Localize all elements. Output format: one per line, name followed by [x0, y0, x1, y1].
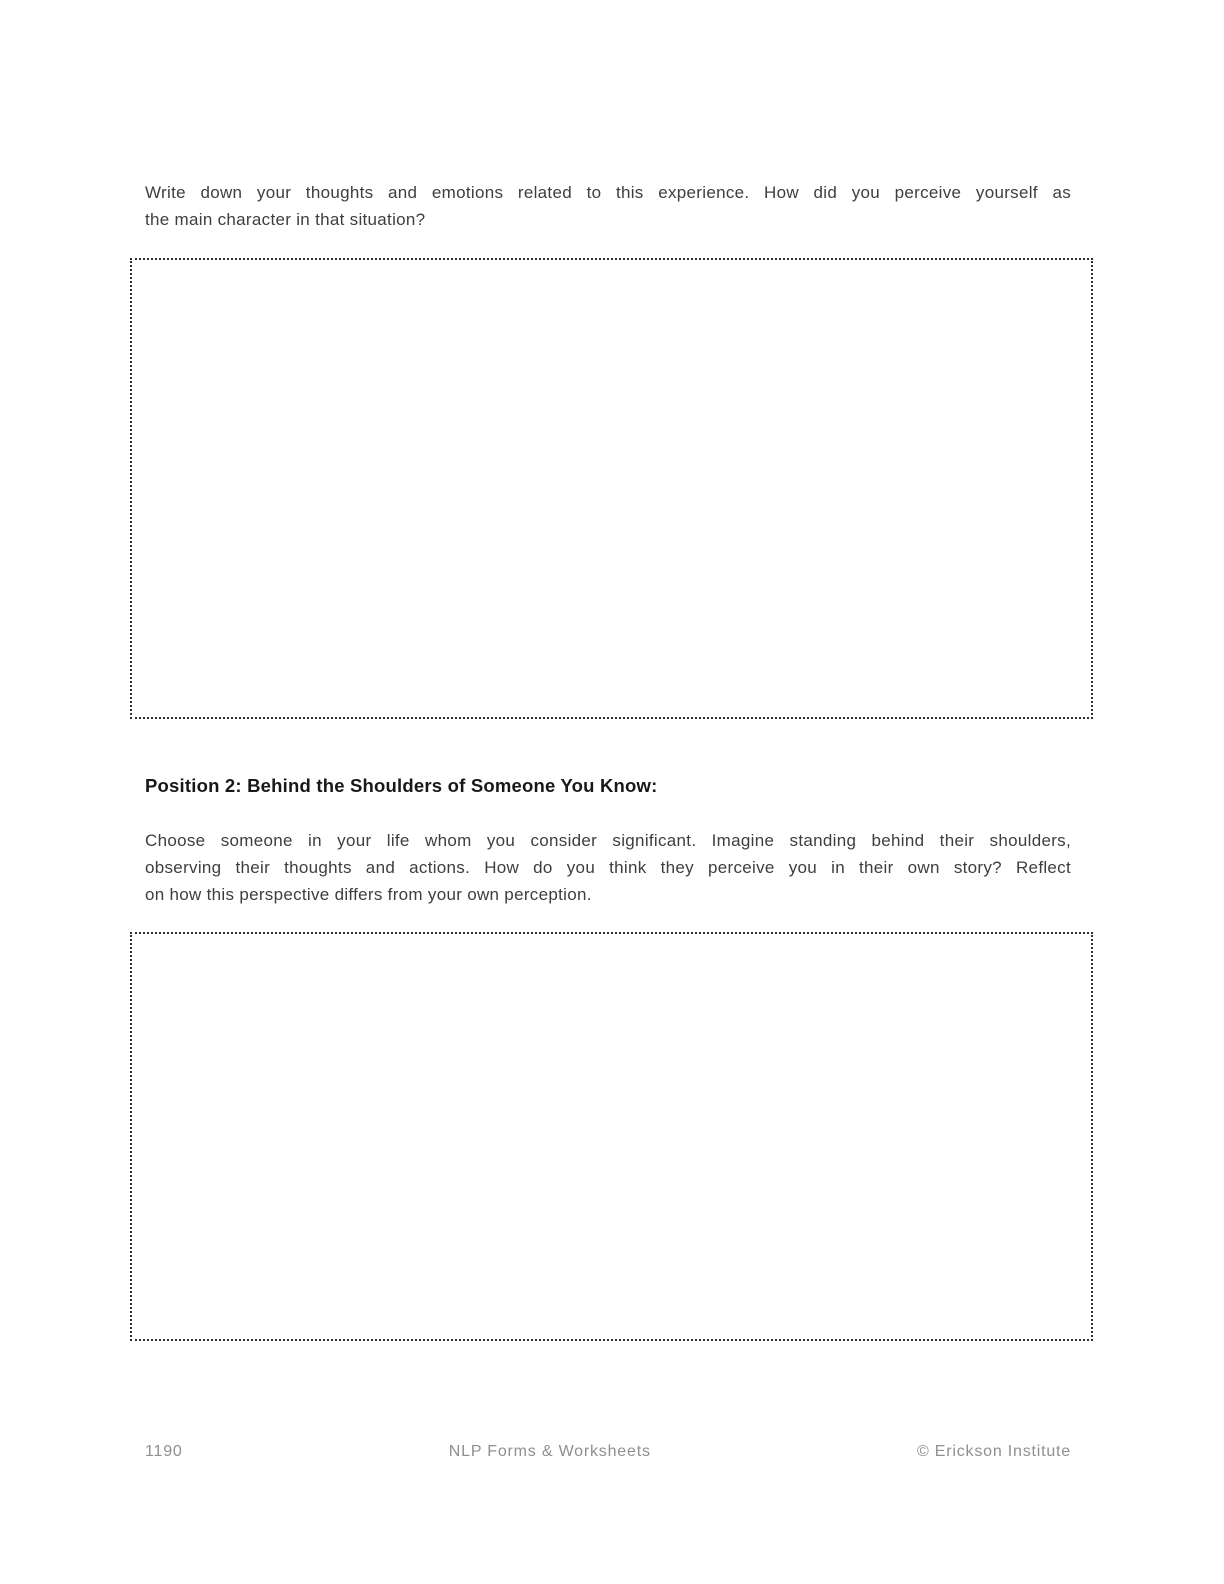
- answer-box-2: [130, 932, 1093, 1341]
- footer-title: NLP Forms & Worksheets: [448, 1443, 651, 1460]
- page-footer: [145, 1440, 1071, 1464]
- prompt-question-2: [145, 827, 1071, 908]
- prompt-question-1: [145, 179, 1071, 233]
- footer-copyright: © Erickson Institute: [916, 1443, 1071, 1460]
- prompt-question-1-line: the main character in that situation?: [145, 210, 426, 229]
- prompt-question-1-line: Write down your thoughts and emotions related to this experience. How did you perceive yourself as: [145, 183, 1071, 202]
- answer-box-1: [130, 258, 1093, 719]
- prompt-question-2-line: Choose someone in your life whom you consider significant. Imagine standing behind their shoulders,: [145, 831, 1071, 850]
- prompt-question-2-line: observing their thoughts and actions. How do you think they perceive you in their own story? Reflect: [145, 858, 1071, 877]
- prompt-question-2-line: on how this perspective differs from your own perception.: [145, 885, 592, 904]
- page-number: 1190: [145, 1443, 183, 1460]
- position2-heading: Position 2: Behind the Shoulders of Someone You Know:: [145, 775, 658, 796]
